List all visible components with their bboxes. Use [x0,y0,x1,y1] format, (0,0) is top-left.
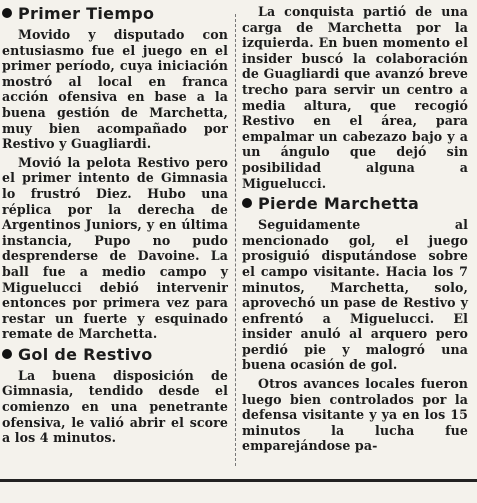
heading-text: Pierde Marchetta [258,194,420,214]
bullet-icon [2,8,12,18]
left-column [2,4,228,449]
bottom-rule [0,479,477,482]
paragraph: Otros avances locales fueron luego bien controlados por la defensa visitante y ya en los 15 minutos la lucha fue emparejándose pa- [242,376,468,454]
paragraph: Movido y disputado con entusiasmo fue el juego en el primer período, cuya iniciación mostró al local en franca acción ofensiva en base a la buena gestión de Marchetta, muy bien acompañado por Restivo y Guagliardi. [2,27,228,152]
heading-text: Primer Tiempo [18,4,155,23]
paragraph: Movió la pelota Restivo pero el primer intento de Gimnasia lo frustró Diez. Hubo una réplica por la derecha de Argentinos Juniors, y en última instancia, Pupo no pudo desprenderse de Davoine. La ball fue a medio campo y Miguelucci debió intervenir entonces por primera vez para restar un fuerte y esquinado remate de Marchetta. [2,154,228,342]
section-heading-gol-de-restivo [2,345,228,365]
section-heading-pierde-marchetta [242,194,468,214]
right-column [242,4,468,457]
bullet-icon [2,349,12,359]
column-divider [235,14,236,466]
bullet-icon [242,198,252,208]
section-heading-primer-tiempo [2,4,228,24]
paragraph: La conquista partió de una carga de Marchetta por la izquierda. En buen momento el insider buscó la colaboración de Guagliardi que avanzó breve trecho para servir un centro a media altura, que recogió Restivo en el área, para empalmar un cabezazo bajo y a un ángulo que dejó sin posibilidad alguna a Miguelucci. [242,4,468,191]
heading-text: Gol de Restivo [18,344,153,364]
paragraph: Seguidamente al mencionado gol, el juego prosiguió disputándose sobre el campo visitante. Hacia los 7 minutos, Marchetta, solo, aprovechó un pase de Restivo y enfrentó a Miguelucci. El insider anuló al arquero pero perdió pie y malogró una buena ocasión de gol. [242,217,468,373]
paragraph: La buena disposición de Gimnasia, tendido desde el comienzo en una penetrante ofensiva, le valió abrir el score a los 4 minutos. [2,367,228,446]
